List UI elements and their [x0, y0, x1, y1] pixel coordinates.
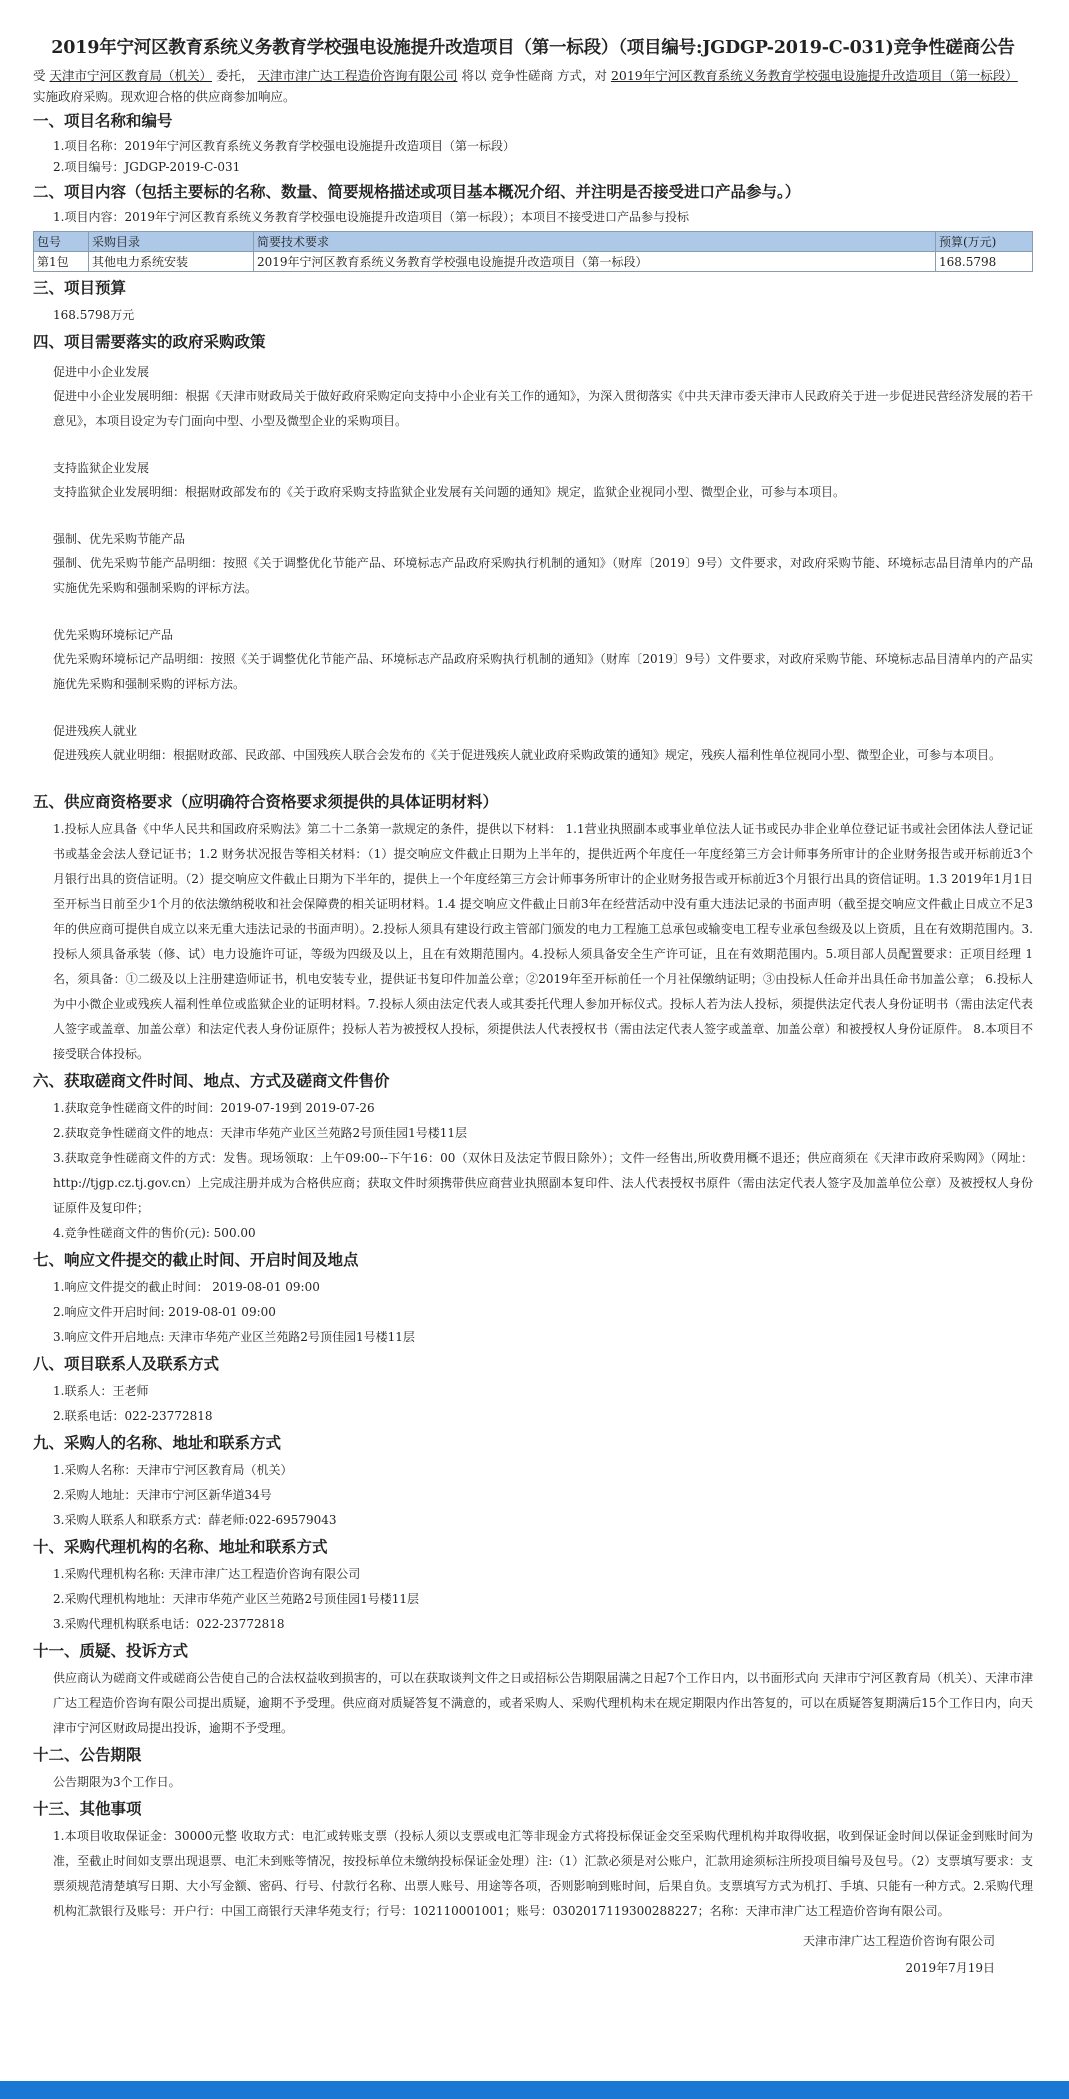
cell-budget: 168.5798 [936, 252, 1033, 272]
policy-body: 优先采购环境标记产品明细：按照《关于调整优化节能产品、环境标志产品政府采购执行机制的通知》（财库〔2019〕9号）文件要求，对政府采购节能、环境标志品目清单内的产品实施优先采购和强制采购的评标方法。 [53, 652, 1033, 691]
policy-body: 支持监狱企业发展明细：根据财政部发布的《关于政府采购支持监狱企业发展有关问题的通知》规定，监狱企业视同小型、微型企业，可参与本项目。 [53, 485, 846, 499]
page-title: 2019年宁河区教育系统义务教育学校强电设施提升改造项目（第一标段）（项目编号:JGDGP-2019-C-031)竞争性磋商公告 [51, 38, 1015, 58]
policy-body: 促进中小企业发展明细：根据《天津市财政局关于做好政府采购定向支持中小企业有关工作的通知》，为深入贯彻落实《中共天津市委天津市人民政府关于进一步促进民营经济发展的若干意见》，本项目设定为专门面向中型、小型及微型企业的采购项目。 [53, 389, 1033, 428]
section-1-heading: 一、项目名称和编号 [33, 111, 173, 130]
package-table [33, 231, 1033, 272]
col-header-catalog: 采购目录 [89, 232, 254, 252]
doc-method-line: 3.获取竞争性磋商文件的方式：发售。现场领取：上午09:00--下午16：00（双休日及法定节假日除外）；文件一经售出,所收费用概不退还；供应商须在《天津市政府采购网》（网址：http://tjgp.cz.tj.gov.cn）上完成注册并成为合格供应商；获取文件时须携带供应商营业执照副本复印件、法人代表授权书原件（需由法定代表人签字及加盖单位公章）及被授权人身份证原件及复印件； [53, 1151, 1033, 1215]
budget-line: 168.5798万元 [53, 308, 135, 322]
policy-title: 优先采购环境标记产品 [53, 628, 174, 642]
table-row [34, 252, 1033, 272]
table-header-row [34, 232, 1033, 252]
purchaser-name-line: 1.采购人名称：天津市宁河区教育局（机关） [53, 1463, 293, 1477]
section-7-heading: 七、响应文件提交的截止时间、开启时间及地点 [33, 1250, 359, 1269]
col-header-budget: 预算(万元) [936, 232, 1033, 252]
intro-text-4: 实施政府采购。现欢迎合格的供应商参加响应。 [33, 89, 296, 104]
opening-place-line: 3.响应文件开启地点: 天津市华苑产业区兰苑路2号顶佳园1号楼11层 [53, 1330, 415, 1344]
section-9-heading: 九、采购人的名称、地址和联系方式 [33, 1433, 282, 1452]
section-11-heading: 十一、质疑、投诉方式 [33, 1641, 189, 1660]
cell-requirements: 2019年宁河区教育系统义务教育学校强电设施提升改造项目（第一标段） [254, 252, 936, 272]
agent-address-line: 2.采购代理机构地址：天津市华苑产业区兰苑路2号顶佳园1号楼11层 [53, 1592, 419, 1606]
policy-title: 促进中小企业发展 [53, 365, 150, 379]
agent-phone-line: 3.采购代理机构联系电话：022-23772818 [53, 1617, 285, 1631]
cell-catalog: 其他电力系统安装 [89, 252, 254, 272]
intro-text-1: 受 [33, 68, 46, 83]
section-6-heading: 六、获取磋商文件时间、地点、方式及磋商文件售价 [33, 1071, 390, 1090]
purchaser-contact-line: 3.采购人联系人和联系方式：薛老师:022-69579043 [53, 1513, 337, 1527]
section-5-heading: 五、供应商资格要求（应明确符合资格要求须提供的具体证明材料） [33, 792, 499, 811]
project-number-line: 2.项目编号：JGDGP-2019-C-031 [53, 160, 241, 174]
section-4-heading: 四、项目需要落实的政府采购政策 [33, 332, 266, 351]
cell-package: 第1包 [34, 252, 89, 272]
doc-time-line: 1.获取竞争性磋商文件的时间：2019-07-19到 2019-07-26 [53, 1101, 375, 1115]
notice-period-line: 公告期限为3个工作日。 [53, 1775, 181, 1789]
section-2-heading: 二、项目内容（包括主要标的名称、数量、简要规格描述或项目基本概况介绍、并注明是否接受进口产品参与。） [33, 182, 801, 201]
purchaser-address-line: 2.采购人地址：天津市宁河区新华道34号 [53, 1488, 272, 1502]
policy-title: 强制、优先采购节能产品 [53, 532, 186, 546]
col-header-package: 包号 [34, 232, 89, 252]
doc-place-line: 2.获取竞争性磋商文件的地点：天津市华苑产业区兰苑路2号顶佳园1号楼11层 [53, 1126, 467, 1140]
section-10-heading: 十、采购代理机构的名称、地址和联系方式 [33, 1537, 328, 1556]
purchaser-link[interactable]: 天津市宁河区教育局（机关） [49, 68, 213, 83]
agent-link[interactable]: 天津市津广达工程造价咨询有限公司 [257, 68, 458, 83]
section-3-heading: 三、项目预算 [33, 278, 127, 297]
opening-time-line: 2.响应文件开启时间: 2019-08-01 09:00 [53, 1305, 276, 1319]
agent-name-line: 1.采购代理机构名称: 天津市津广达工程造价咨询有限公司 [53, 1567, 361, 1581]
policy-body: 强制、优先采购节能产品明细：按照《关于调整优化节能产品、环境标志产品政府采购执行机制的通知》（财库〔2019〕9号）文件要求，对政府采购节能、环境标志品目清单内的产品实施优先采购和强制采购的评标方法。 [53, 556, 1033, 595]
intro-text-2: 委托， [216, 68, 254, 83]
policy-title: 促进残疾人就业 [53, 724, 138, 738]
project-name-line: 1.项目名称：2019年宁河区教育系统义务教育学校强电设施提升改造项目（第一标段） [53, 139, 515, 153]
contact-person-line: 1.联系人：王老师 [53, 1384, 149, 1398]
project-content-line: 1.项目内容：2019年宁河区教育系统义务教育学校强电设施提升改造项目（第一标段）；本项目不接受进口产品参与投标 [53, 210, 689, 224]
other-matters-body: 1.本项目收取保证金：30000元整 收取方式：电汇或转账支票（投标人须以支票或电汇等非现金方式将投标保证金交至采购代理机构并取得收据，收到保证金时间以保证金到账时间为准，至截止时间如支票出现退票、电汇未到账等情况，按投标单位未缴纳投标保证金处理）注:（1）汇款必须是对公账户，汇款用途须标注所投项目编号及包号。（2）支票填写要求：支票须规范清楚填写日期、大小写金额、密码、行号、付款行名称、出票人账号、用途等各项，否则影响到账时间，后果自负。支票填写方式为机打、手填、只能有一种方式。2.采购代理机构汇款银行及账号：开户行：中国工商银行天津华苑支行；行号：102110001001；账号：0302017119300288227；名称：天津市津广达工程造价咨询有限公司。 [53, 1829, 1033, 1918]
announcement-document [33, 26, 1033, 1982]
bottom-bar [0, 2081, 1069, 2099]
contact-phone-line: 2.联系电话：022-23772818 [53, 1409, 213, 1423]
complaint-body: 供应商认为磋商文件或磋商公告使自己的合法权益收到损害的，可以在获取谈判文件之日或招标公告期限届满之日起7个工作日内，以书面形式向 天津市宁河区教育局（机关）、天津市津广达工程造价咨询有限公司提出质疑，逾期不予受理。供应商对质疑答复不满意的，或者采购人、采购代理机构未在规定期限内作出答复的，可以在质疑答复期满后15个工作日内，向天津市宁河区财政局提出投诉，逾期不予受理。 [53, 1671, 1033, 1735]
section-8-heading: 八、项目联系人及联系方式 [33, 1354, 220, 1373]
section-13-heading: 十三、其他事项 [33, 1799, 142, 1818]
doc-price-line: 4.竞争性磋商文件的售价(元): 500.00 [53, 1226, 256, 1240]
intro-text-3: 将以 竞争性磋商 方式，对 [461, 68, 607, 83]
policy-body: 促进残疾人就业明细：根据财政部、民政部、中国残疾人联合会发布的《关于促进残疾人就业政府采购政策的通知》规定，残疾人福利性单位视同小型、微型企业，可参与本项目。 [53, 748, 1002, 762]
intro-paragraph [33, 65, 1033, 107]
signature-org: 天津市津广达工程造价咨询有限公司 [802, 1934, 995, 1948]
project-link[interactable]: 2019年宁河区教育系统义务教育学校强电设施提升改造项目（第一标段） [610, 68, 1018, 83]
signature-date: 2019年7月19日 [905, 1961, 995, 1975]
qualification-body: 1.投标人应具备《中华人民共和国政府采购法》第二十二条第一款规定的条件，提供以下材料： 1.1营业执照副本或事业单位法人证书或民办非企业单位登记证书或社会团体法人登记证书或基金会法人登记证书；1.2 财务状况报告等相关材料：（1）提交响应文件截止日期为上半年的，提供近两个年度任一年度经第三方会计师事务所审计的企业财务报告或开标前近3个月银行出具的资信证明。（2）提交响应文件截止日期为下半年的，提供上一个年度经第三方会计师事务所审计的企业财务报告或开标前近3个月银行出具的资信证明。1.3 2019年1月1日至开标当日前至少1个月的依法缴纳税收和社会保障费的相关证明材料。1.4 提交响应文件截止日前3年在经营活动中没有重大违法记录的书面声明（截至提交响应文件截止日成立不足3年的供应商可提供自成立以来无重大违法记录的书面声明）。2.投标人须具有建设行政主管部门颁发的电力工程施工总承包或输变电工程专业承包叁级及以上资质，且在有效期范围内。3.投标人须具备承装（修、试）电力设施许可证，等级为四级及以上，且在有效期范围内。4.投标人须具备安全生产许可证，且在有效期范围内。5.项目部人员配置要求：正项目经理 1 名，须具备：①二级及以上注册建造师证书，机电安装专业，提供证书复印件加盖公章；②2019年至开标前任一个月社保缴纳证明；③由投标人任命并出具任命书加盖公章； 6.投标人为中小微企业或残疾人福利性单位或监狱企业的证明材料。7.投标人须由法定代表人或其委托代理人参加开标仪式。投标人若为法人投标，须提供法定代表人身份证明书（需由法定代表人签字或盖章、加盖公章）和法定代表人身份证原件；投标人若为被授权人投标，须提供法人代表授权书（需由法定代表人签字或盖章、加盖公章）和被授权人身份证原件。 8.本项目不接受联合体投标。 [53, 822, 1033, 1061]
section-12-heading: 十二、公告期限 [33, 1745, 142, 1764]
deadline-line: 1.响应文件提交的截止时间： 2019-08-01 09:00 [53, 1280, 320, 1294]
policy-title: 支持监狱企业发展 [53, 461, 150, 475]
col-header-requirements: 简要技术要求 [254, 232, 936, 252]
